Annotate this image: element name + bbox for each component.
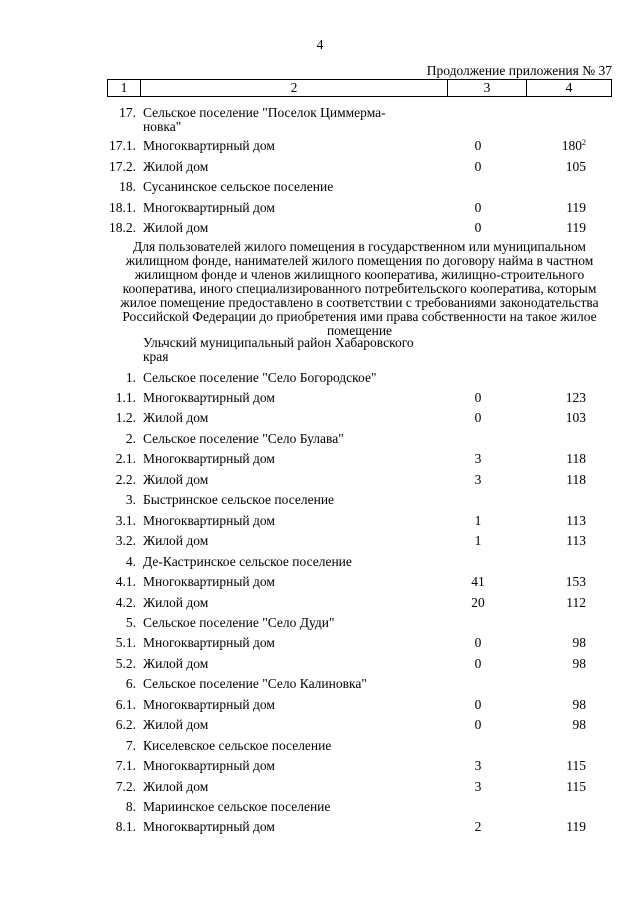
row-number: 7.2. — [115, 779, 136, 794]
row-col-4: 123 — [565, 390, 586, 405]
table-row — [0, 553, 640, 571]
row-name: Многоквартирный дом — [143, 138, 275, 153]
row-col-4: 98 — [572, 717, 586, 732]
row-number: 18.1. — [109, 200, 136, 215]
row-col-4: 113 — [566, 533, 586, 548]
table-row — [0, 178, 640, 196]
row-col-4: 119 — [566, 220, 586, 235]
table-row — [0, 389, 640, 407]
table-row — [0, 512, 640, 530]
row-name: Жилой дом — [143, 656, 209, 671]
row-col-4 — [530, 137, 586, 155]
table-row — [0, 137, 640, 155]
table-row — [0, 104, 640, 134]
row-number: 18.2. — [109, 220, 136, 235]
table-row — [0, 199, 640, 217]
row-number: 18. — [119, 179, 136, 194]
row-number: 3.2. — [115, 533, 136, 548]
row-col-3: 2 — [474, 819, 482, 834]
row-name: Многоквартирный дом — [143, 513, 275, 528]
row-col-4: 153 — [565, 574, 586, 589]
row-col-4: 98 — [572, 656, 586, 671]
row-name: Быстринское сельское поселение — [143, 492, 335, 507]
row-value: 180 — [561, 138, 582, 153]
row-number: 8. — [125, 799, 136, 814]
row-col-3: 3 — [474, 758, 482, 773]
row-col-4: 115 — [566, 758, 586, 773]
row-col-3: 0 — [474, 635, 482, 650]
row-name: Жилой дом — [143, 220, 209, 235]
row-number: 5.1. — [115, 635, 136, 650]
table-row — [0, 471, 640, 489]
table-row — [0, 778, 640, 796]
row-col-3: 1 — [474, 513, 482, 528]
row-number: 17.1. — [109, 138, 136, 153]
table-row — [0, 430, 640, 448]
row-col-4: 103 — [565, 410, 586, 425]
row-name: Жилой дом — [143, 779, 209, 794]
section-note: Для пользователей жилого помещения в государственном или муниципальном жилищном фонде, нанимателей жилого помещения по договору найма в частном жилищном фонде и членов жилищного кооператива, жилищно-строительного кооператива, иного специализированного потребительского кооператива, которым жилое помещение предоставлено в соответствии с требованиями законодательства Российской Федерации до приобретения ими права собственности на такое жилое помещение — [120, 239, 599, 338]
row-col-3: 41 — [471, 574, 485, 589]
row-number: 4. — [125, 554, 136, 569]
row-col-3: 0 — [474, 656, 482, 671]
row-col-3: 0 — [474, 220, 482, 235]
row-col-4: 105 — [565, 159, 586, 174]
row-name: Многоквартирный дом — [143, 574, 275, 589]
table-row — [0, 594, 640, 612]
table-row — [0, 716, 640, 734]
header-col-1: 1 — [108, 80, 141, 96]
table-row — [0, 450, 640, 468]
row-col-4: 118 — [566, 472, 586, 487]
row-col-4: 115 — [566, 779, 586, 794]
page-number: 4 — [316, 37, 324, 52]
row-name: Многоквартирный дом — [143, 697, 275, 712]
row-number: 7. — [125, 738, 136, 753]
row-name: Де-Кастринское сельское поселение — [143, 554, 352, 569]
row-number: 2. — [125, 431, 136, 446]
row-number: 8.1. — [115, 819, 136, 834]
table-row — [0, 219, 640, 237]
row-number: 4.2. — [115, 595, 136, 610]
row-name: Многоквартирный дом — [143, 451, 275, 466]
row-number: 3. — [125, 492, 136, 507]
row-col-3: 0 — [474, 138, 482, 153]
row-name: Жилой дом — [143, 595, 209, 610]
header-col-4: 4 — [565, 80, 573, 95]
table-row — [0, 491, 640, 509]
row-name: Многоквартирный дом — [143, 758, 275, 773]
row-col-3: 0 — [474, 410, 482, 425]
row-col-4: 112 — [566, 595, 586, 610]
row-name: Жилой дом — [143, 410, 209, 425]
table-row — [0, 409, 640, 427]
row-col-3: 3 — [474, 472, 482, 487]
row-name: Жилой дом — [143, 472, 209, 487]
table-row — [0, 573, 640, 591]
row-col-3: 0 — [474, 390, 482, 405]
district-title: Ульчский муниципальный район Хабаровского края — [143, 335, 414, 364]
row-name: Многоквартирный дом — [143, 635, 275, 650]
row-name: Многоквартирный дом — [143, 819, 275, 834]
row-col-3: 3 — [474, 451, 482, 466]
row-number: 6.1. — [115, 697, 136, 712]
row-col-3: 0 — [474, 200, 482, 215]
row-col-4: 119 — [566, 200, 586, 215]
table-row — [0, 757, 640, 775]
header-col-3: 3 — [448, 80, 527, 96]
row-name: Мариинское сельское поселение — [143, 799, 331, 814]
row-col-3: 0 — [474, 717, 482, 732]
row-number: 2.2. — [115, 472, 136, 487]
row-number: 6.2. — [115, 717, 136, 732]
row-number: 1. — [125, 370, 136, 385]
row-name: Жилой дом — [143, 717, 209, 732]
table-row — [0, 737, 640, 755]
row-number: 5. — [125, 615, 136, 630]
table-row — [0, 369, 640, 387]
table-row — [0, 655, 640, 673]
row-col-3: 0 — [474, 697, 482, 712]
row-col-3: 3 — [474, 779, 482, 794]
table-row — [0, 798, 640, 816]
row-name: Сельское поселение "Село Булава" — [143, 431, 344, 446]
table-row — [0, 818, 640, 836]
row-name: Жилой дом — [143, 159, 209, 174]
row-col-4: 113 — [566, 513, 586, 528]
row-number: 1.1. — [115, 390, 136, 405]
row-number: 17.2. — [109, 159, 136, 174]
table-row — [0, 158, 640, 176]
row-col-3: 0 — [474, 159, 482, 174]
row-col-4: 118 — [566, 451, 586, 466]
table-header — [107, 79, 612, 97]
row-number: 17. — [119, 105, 136, 120]
row-name: Жилой дом — [143, 533, 209, 548]
header-col-2: 2 — [141, 80, 448, 96]
row-number: 4.1. — [115, 574, 136, 589]
table-row — [0, 634, 640, 652]
row-col-4: 119 — [566, 819, 586, 834]
row-name: Многоквартирный дом — [143, 390, 275, 405]
row-name: Сельское поселение "Село Дуди" — [143, 615, 335, 630]
row-col-3: 20 — [471, 595, 485, 610]
row-name: Сусанинское сельское поселение — [143, 179, 334, 194]
table-row — [0, 532, 640, 550]
row-number: 6. — [125, 676, 136, 691]
row-name: Многоквартирный дом — [143, 200, 275, 215]
row-name: Сельское поселение "Село Калиновка" — [143, 676, 367, 691]
row-name: Сельское поселение "Поселок Циммерма-новка" — [143, 105, 386, 134]
row-col-4: 98 — [572, 697, 586, 712]
row-col-4: 98 — [572, 635, 586, 650]
table-row — [0, 675, 640, 693]
row-number: 7.1. — [115, 758, 136, 773]
row-number: 2.1. — [115, 451, 136, 466]
row-number: 1.2. — [115, 410, 136, 425]
row-name: Сельское поселение "Село Богородское" — [143, 370, 377, 385]
row-col-3: 1 — [474, 533, 482, 548]
footnote-mark: 2 — [582, 138, 586, 147]
table-row — [0, 614, 640, 632]
row-number: 5.2. — [115, 656, 136, 671]
row-name: Киселевское сельское поселение — [143, 738, 332, 753]
continuation-label: Продолжение приложения № 37 — [426, 63, 612, 78]
row-number: 3.1. — [115, 513, 136, 528]
table-row — [0, 696, 640, 714]
